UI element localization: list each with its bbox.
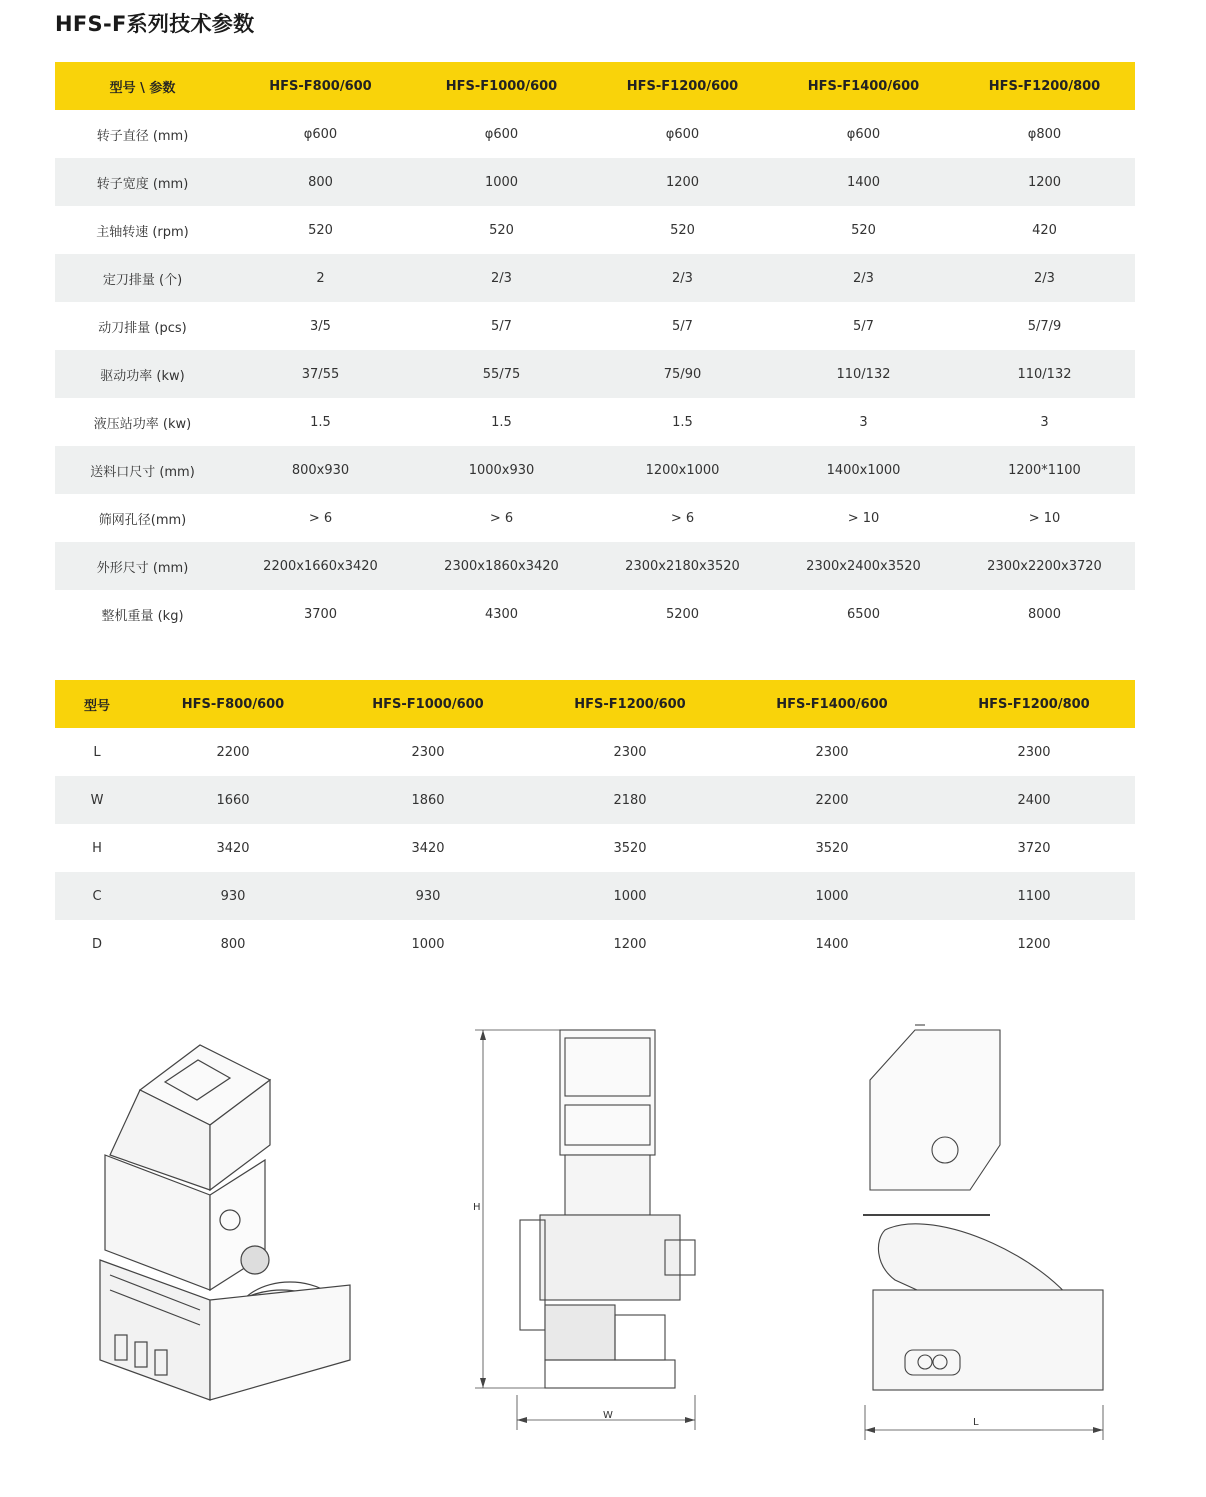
- dimension-table-row-label: W: [55, 776, 139, 824]
- dimension-table-row: [55, 872, 1135, 920]
- dimension-table-cell: 1660: [139, 776, 327, 824]
- spec-table-row: [55, 254, 1135, 302]
- spec-table-cell: 2/3: [592, 254, 773, 302]
- machine-isometric-drawing: [90, 1030, 360, 1420]
- spec-table-cell: φ600: [665, 126, 700, 142]
- spec-table-cell: 3700: [303, 606, 338, 622]
- spec-table-cell: 5200: [665, 606, 700, 622]
- dimension-table-cell: 1400: [815, 936, 849, 952]
- spec-table-cell: 520: [489, 222, 514, 238]
- spec-table-cell: > 6: [489, 510, 514, 526]
- spec-table-row-label: 主轴转速 (rpm): [96, 224, 189, 240]
- spec-table-cell: 800: [230, 158, 411, 206]
- dimension-table-cell: 3420: [411, 840, 445, 856]
- dimension-table-row: [55, 728, 1135, 776]
- spec-table-cell: 110/132: [773, 350, 954, 398]
- spec-table-cell: 1200x1000: [592, 446, 773, 494]
- dimension-table-cell: 800: [220, 936, 246, 952]
- spec-table-header-cell: 型号 \ 参数: [55, 62, 230, 110]
- dimension-table-row: [55, 824, 1135, 872]
- spec-table-header: [55, 62, 1135, 110]
- spec-table-cell: 2200x1660x3420: [230, 542, 411, 590]
- dimension-table-cell: 1860: [327, 776, 529, 824]
- dimension-table-row-label: L: [93, 744, 101, 760]
- spec-table-cell: 1.5: [491, 414, 512, 430]
- spec-table-cell: 420: [1032, 222, 1057, 238]
- dimension-table-header-cell: 型号: [55, 680, 139, 728]
- dimension-table-row-label: D: [91, 936, 102, 952]
- dimension-table-header-cell: HFS-F1200/800: [933, 680, 1135, 728]
- spec-table-cell: 3: [1040, 414, 1049, 430]
- machine-front-drawing: [465, 1020, 705, 1430]
- spec-table-cell: 2300x1860x3420: [411, 542, 592, 590]
- dimension-table-body: [55, 728, 1135, 968]
- dimension-table-cell: 1000: [731, 872, 933, 920]
- dimension-table-header: [55, 680, 1135, 728]
- spec-table-row: [55, 110, 1135, 158]
- spec-table-row-label: 整机重量 (kg): [101, 608, 184, 624]
- spec-table-row: [55, 542, 1135, 590]
- spec-table-cell: > 6: [670, 510, 695, 526]
- dimension-table-cell: 930: [327, 872, 529, 920]
- spec-table-row-label: 液压站功率 (kw): [93, 416, 192, 432]
- dimension-table-cell: 3720: [1017, 840, 1051, 856]
- spec-table-cell: 520: [670, 222, 695, 238]
- spec-table-row-label: 送料口尺寸 (mm): [55, 446, 230, 494]
- spec-table-cell: 6500: [846, 606, 881, 622]
- spec-table-cell: > 10: [847, 510, 880, 526]
- dimension-table-cell: 3520: [815, 840, 849, 856]
- spec-table-body: [55, 110, 1135, 638]
- spec-table-row-label: 转子直径 (mm): [96, 128, 189, 144]
- dimension-table-header-cell: HFS-F1400/600: [731, 680, 933, 728]
- spec-table-cell: 4300: [484, 606, 519, 622]
- width-dimension-label: W: [603, 1410, 613, 1421]
- spec-table-cell: 75/90: [592, 350, 773, 398]
- spec-table-cell: 2300x2200x3720: [954, 542, 1135, 590]
- dimension-table-row: [55, 776, 1135, 824]
- spec-table-cell: 5/7/9: [1027, 318, 1062, 334]
- dimension-table-cell: 2300: [613, 744, 647, 760]
- spec-table-cell: > 10: [1028, 510, 1061, 526]
- height-dimension-label: H: [473, 1202, 481, 1213]
- spec-table-cell: 1200: [592, 158, 773, 206]
- dimension-table-cell: 2300: [411, 744, 445, 760]
- spec-table-cell: φ600: [303, 126, 338, 142]
- dimension-table-cell: 2200: [731, 776, 933, 824]
- dimension-table-cell: 1100: [933, 872, 1135, 920]
- page-title: HFS-F系列技术参数: [55, 12, 255, 36]
- spec-table-cell: 800x930: [230, 446, 411, 494]
- spec-table-row: [55, 302, 1135, 350]
- spec-table-header-cell: HFS-F1400/600: [773, 62, 954, 110]
- spec-table-cell: 1.5: [310, 414, 331, 430]
- spec-table-cell: 55/75: [411, 350, 592, 398]
- dimension-table-cell: 1200: [1017, 936, 1051, 952]
- spec-table-cell: 2/3: [954, 254, 1135, 302]
- spec-table-cell: 3: [859, 414, 868, 430]
- dimension-table-cell: 2400: [933, 776, 1135, 824]
- dimension-table-row-label: H: [92, 840, 102, 856]
- spec-table-row: [55, 158, 1135, 206]
- spec-table-row-label: 驱动功率 (kw): [55, 350, 230, 398]
- spec-table-cell: 8000: [1027, 606, 1062, 622]
- spec-table-header-cell: HFS-F1000/600: [411, 62, 592, 110]
- dimension-table-header-cell: HFS-F1200/600: [529, 680, 731, 728]
- spec-table-cell: 2/3: [411, 254, 592, 302]
- machine-drawings: [0, 1010, 1206, 1450]
- spec-table-cell: 1400: [773, 158, 954, 206]
- length-dimension-label: L: [973, 1417, 979, 1428]
- spec-table-cell: 1000: [411, 158, 592, 206]
- spec-table-cell: 5/7: [853, 318, 874, 334]
- spec-table-header-cell: HFS-F800/600: [230, 62, 411, 110]
- spec-table-row: [55, 206, 1135, 254]
- dimension-table-cell: 1000: [411, 936, 445, 952]
- spec-table: [55, 62, 1135, 638]
- spec-table-cell: 1200*1100: [954, 446, 1135, 494]
- spec-table-cell: 1400x1000: [773, 446, 954, 494]
- spec-table-cell: 2/3: [773, 254, 954, 302]
- spec-table-cell: 520: [851, 222, 876, 238]
- spec-table-cell: φ600: [846, 126, 881, 142]
- spec-table-cell: 110/132: [954, 350, 1135, 398]
- machine-side-drawing: [855, 1020, 1115, 1440]
- spec-table-row: [55, 494, 1135, 542]
- spec-table-cell: 1200: [954, 158, 1135, 206]
- spec-table-row: [55, 590, 1135, 638]
- spec-table-cell: φ800: [1027, 126, 1062, 142]
- spec-table-cell: 1000x930: [411, 446, 592, 494]
- spec-table-row-label: 筛网孔径(mm): [98, 512, 187, 528]
- spec-table-row-label: 外形尺寸 (mm): [55, 542, 230, 590]
- dimension-table-cell: 2300: [1017, 744, 1051, 760]
- spec-table-row: [55, 446, 1135, 494]
- spec-table-row: [55, 398, 1135, 446]
- dimension-table-cell: 2200: [216, 744, 250, 760]
- dimension-table-cell: 3420: [216, 840, 250, 856]
- dimension-table-cell: 2300: [815, 744, 849, 760]
- spec-table-cell: φ600: [484, 126, 519, 142]
- spec-table-cell: 2300x2400x3520: [773, 542, 954, 590]
- dimension-table-row-label: C: [55, 872, 139, 920]
- dimension-table-cell: 1200: [613, 936, 647, 952]
- dimension-table-cell: 1000: [529, 872, 731, 920]
- spec-table-cell: 520: [308, 222, 333, 238]
- dimension-table-header-cell: HFS-F800/600: [139, 680, 327, 728]
- dimension-table: [55, 680, 1135, 968]
- spec-table-row: [55, 350, 1135, 398]
- dimension-table-cell: 3520: [613, 840, 647, 856]
- dimension-table-cell: 2180: [529, 776, 731, 824]
- spec-table-row-label: 转子宽度 (mm): [55, 158, 230, 206]
- spec-table-header-cell: HFS-F1200/800: [954, 62, 1135, 110]
- spec-table-cell: > 6: [308, 510, 333, 526]
- spec-table-cell: 2300x2180x3520: [592, 542, 773, 590]
- spec-table-cell: 37/55: [230, 350, 411, 398]
- dimension-table-cell: 930: [139, 872, 327, 920]
- spec-table-cell: 1.5: [672, 414, 693, 430]
- dimension-table-row: [55, 920, 1135, 968]
- spec-table-row-label: 定刀排量 (个): [55, 254, 230, 302]
- spec-table-cell: 2: [230, 254, 411, 302]
- spec-table-cell: 5/7: [672, 318, 693, 334]
- spec-table-row-label: 动刀排量 (pcs): [98, 320, 187, 336]
- spec-table-cell: 5/7: [491, 318, 512, 334]
- dimension-table-header-cell: HFS-F1000/600: [327, 680, 529, 728]
- spec-table-cell: 3/5: [310, 318, 331, 334]
- spec-table-header-cell: HFS-F1200/600: [592, 62, 773, 110]
